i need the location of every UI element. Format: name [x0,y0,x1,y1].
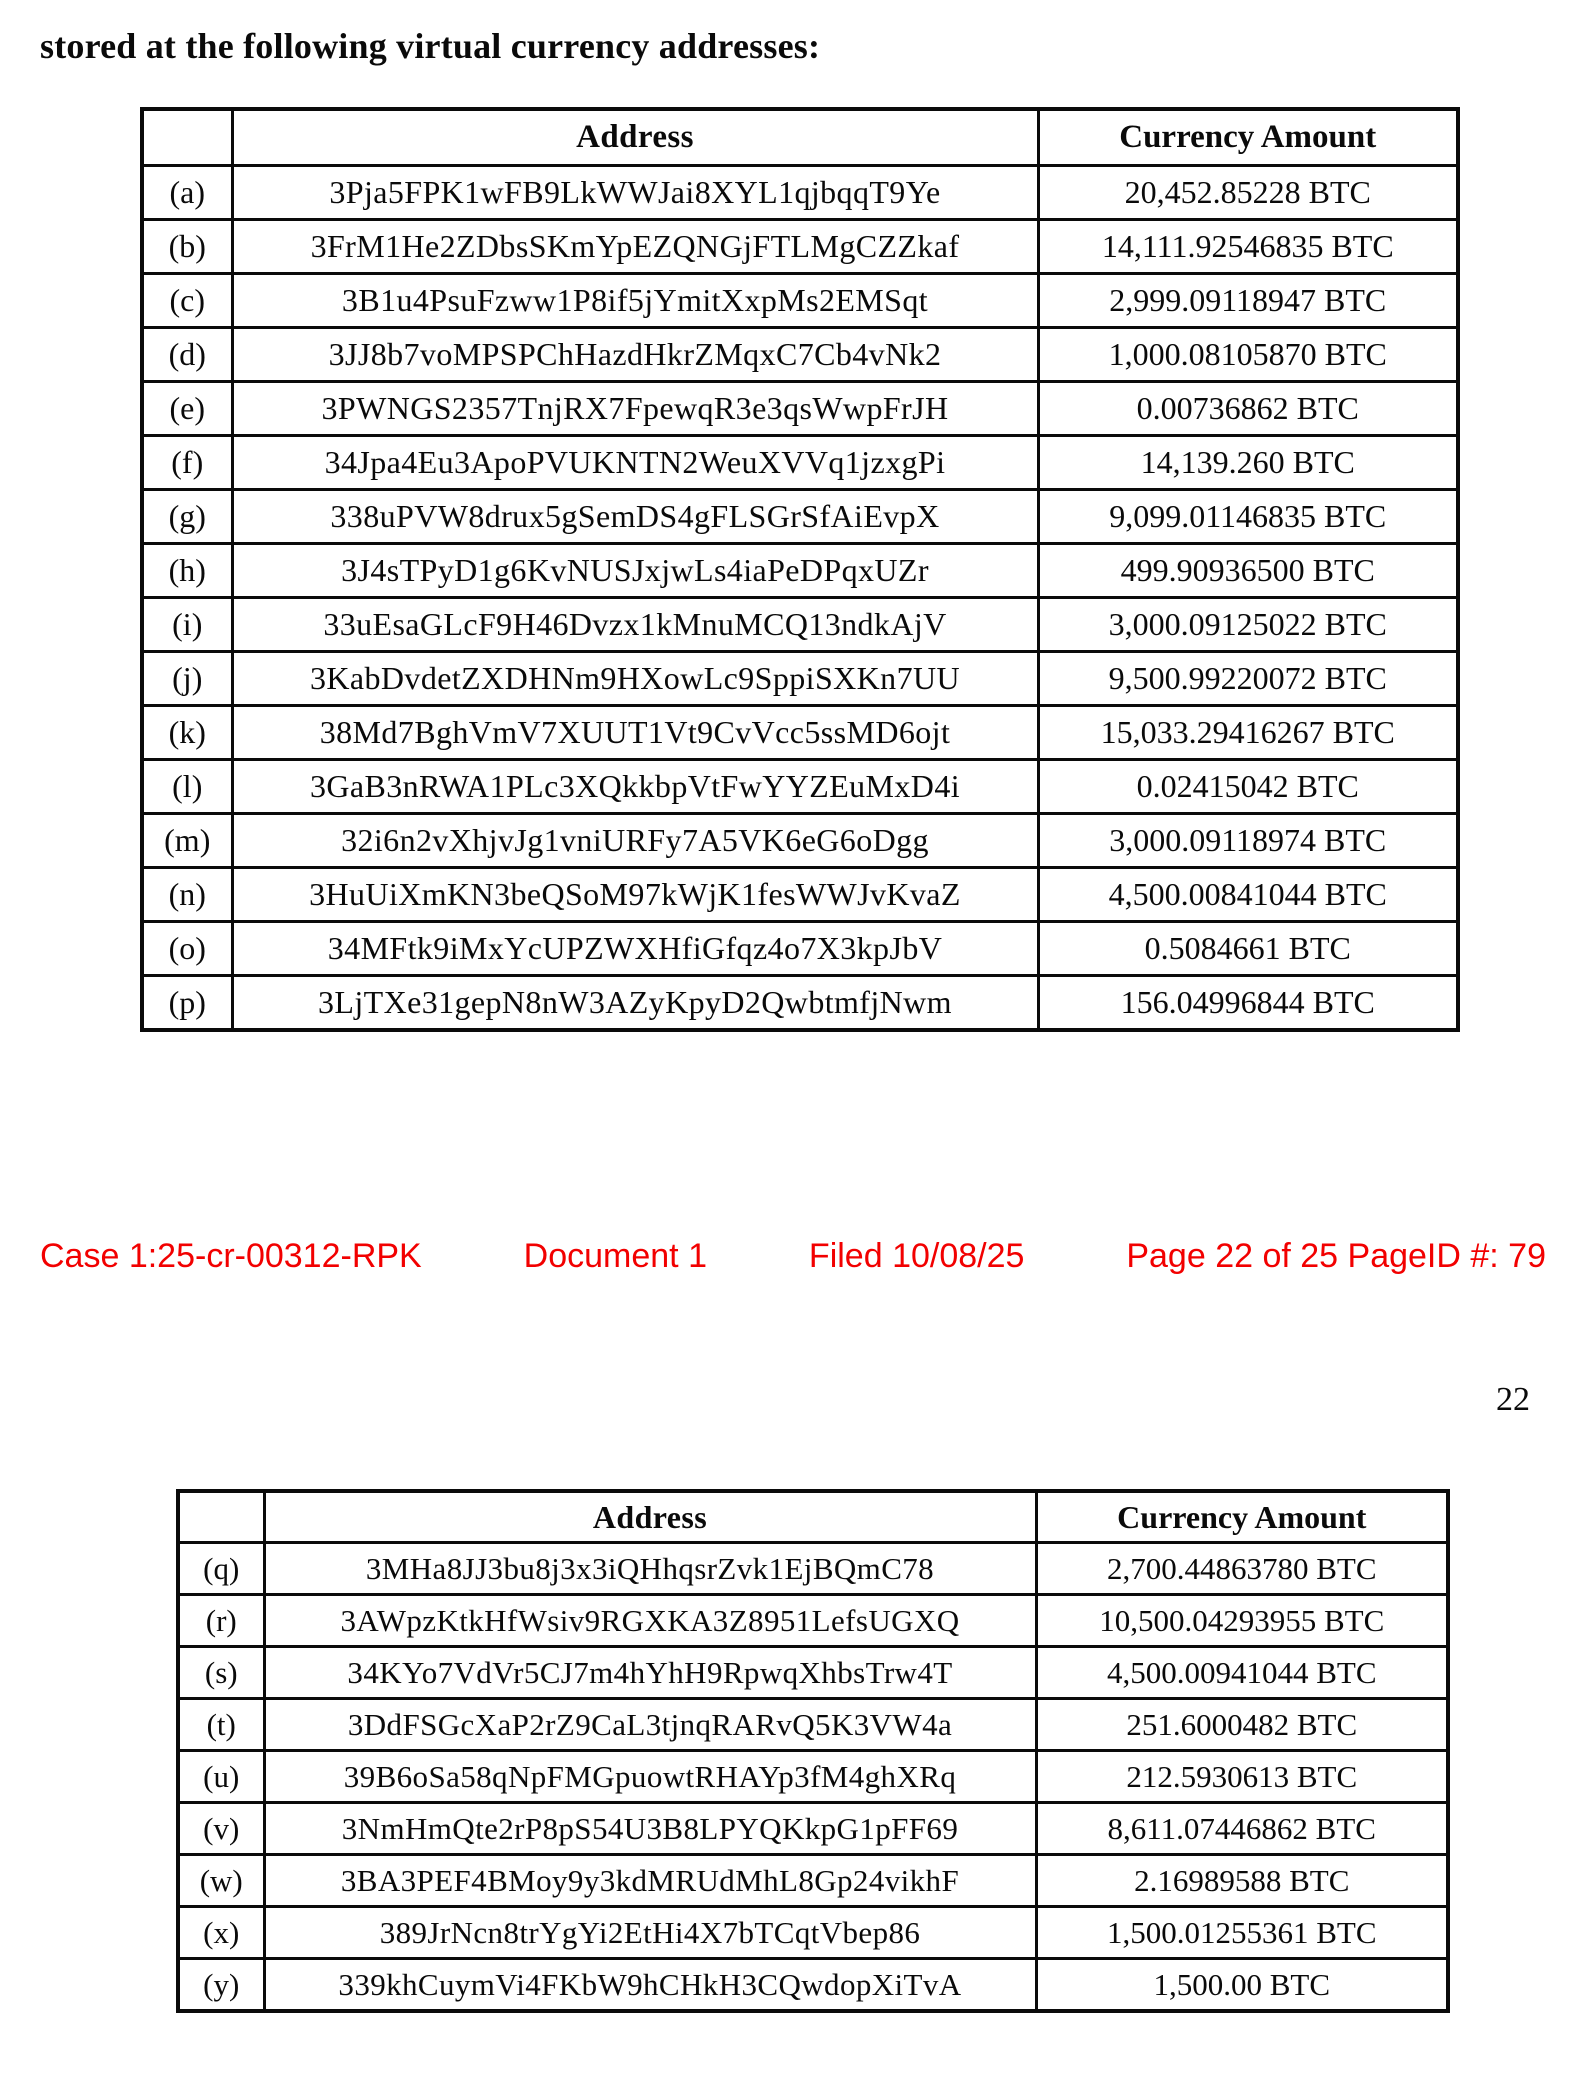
amount-cell: 2,999.09118947 BTC [1038,274,1458,328]
table-row [142,490,1458,544]
row-label-cell: (q) [178,1543,264,1595]
amount-cell: 9,500.99220072 BTC [1038,652,1458,706]
amount-cell: 8,611.07446862 BTC [1036,1803,1448,1855]
row-label-cell: (e) [142,382,232,436]
table-row [142,274,1458,328]
row-label-cell: (w) [178,1855,264,1907]
table-row [178,1907,1448,1959]
row-label-cell: (a) [142,166,232,220]
table-row [142,328,1458,382]
address-cell: 339khCuymVi4FKbW9hCHkH3CQwdopXiTvA [264,1959,1036,2012]
address-cell: 32i6n2vXhjvJg1vniURFy7A5VK6eG6oDgg [232,814,1038,868]
table-row [178,1543,1448,1595]
document-number: Document 1 [523,1237,707,1275]
row-label-cell: (v) [178,1803,264,1855]
row-label-cell: (c) [142,274,232,328]
address-cell: 3HuUiXmKN3beQSoM97kWjK1fesWWJvKvaZ [232,868,1038,922]
amount-cell: 0.00736862 BTC [1038,382,1458,436]
currency-amount-column-header: Currency Amount [1036,1491,1448,1543]
table-row [178,1803,1448,1855]
row-label-cell: (h) [142,544,232,598]
address-cell: 3MHa8JJ3bu8j3x3iQHhqsrZvk1EjBQmC78 [264,1543,1036,1595]
table-row [142,166,1458,220]
amount-cell: 0.02415042 BTC [1038,760,1458,814]
amount-cell: 14,111.92546835 BTC [1038,220,1458,274]
table-row [142,544,1458,598]
row-label-cell: (y) [178,1959,264,2012]
row-label-cell: (d) [142,328,232,382]
amount-cell: 15,033.29416267 BTC [1038,706,1458,760]
address-cell: 3NmHmQte2rP8pS54U3B8LPYQKkpG1pFF69 [264,1803,1036,1855]
row-label-cell: (j) [142,652,232,706]
address-column-header: Address [264,1491,1036,1543]
amount-cell: 3,000.09125022 BTC [1038,598,1458,652]
address-cell: 3KabDvdetZXDHNm9HXowLc9SppiSXKn7UU [232,652,1038,706]
row-label-cell: (g) [142,490,232,544]
address-cell: 3Pja5FPK1wFB9LkWWJai8XYL1qjbqqT9Ye [232,166,1038,220]
amount-cell: 2.16989588 BTC [1036,1855,1448,1907]
table-row [142,436,1458,490]
corner-cell [178,1491,264,1543]
row-label-cell: (l) [142,760,232,814]
table-row [142,922,1458,976]
amount-cell: 212.5930613 BTC [1036,1751,1448,1803]
address-column-header: Address [232,109,1038,166]
amount-cell: 1,500.00 BTC [1036,1959,1448,2012]
table-row [142,976,1458,1031]
row-label-cell: (i) [142,598,232,652]
row-label-cell: (u) [178,1751,264,1803]
currency-amount-column-header: Currency Amount [1038,109,1458,166]
btc-address-table-1 [140,107,1460,1032]
row-label-cell: (s) [178,1647,264,1699]
case-number: Case 1:25-cr-00312-RPK [40,1237,422,1275]
corner-cell [142,109,232,166]
address-cell: 3BA3PEF4BMoy9y3kdMRUdMhL8Gp24vikhF [264,1855,1036,1907]
amount-cell: 3,000.09118974 BTC [1038,814,1458,868]
amount-cell: 20,452.85228 BTC [1038,166,1458,220]
row-label-cell: (t) [178,1699,264,1751]
table-row [178,1595,1448,1647]
amount-cell: 1,500.01255361 BTC [1036,1907,1448,1959]
amount-cell: 4,500.00941044 BTC [1036,1647,1448,1699]
address-cell: 38Md7BghVmV7XUUT1Vt9CvVcc5ssMD6ojt [232,706,1038,760]
address-cell: 39B6oSa58qNpFMGpuowtRHAYp3fM4ghXRq [264,1751,1036,1803]
table-row [142,220,1458,274]
table-row [178,1699,1448,1751]
table-row [142,868,1458,922]
table-header-row [142,109,1458,166]
address-cell: 3B1u4PsuFzww1P8if5jYmitXxpMs2EMSqt [232,274,1038,328]
address-cell: 3PWNGS2357TnjRX7FpewqR3e3qsWwpFrJH [232,382,1038,436]
row-label-cell: (k) [142,706,232,760]
page-number: 22 [1496,1381,1530,1418]
amount-cell: 9,099.01146835 BTC [1038,490,1458,544]
amount-cell: 1,000.08105870 BTC [1038,328,1458,382]
table-row [178,1959,1448,2012]
row-label-cell: (p) [142,976,232,1031]
amount-cell: 2,700.44863780 BTC [1036,1543,1448,1595]
row-label-cell: (f) [142,436,232,490]
amount-cell: 0.5084661 BTC [1038,922,1458,976]
amount-cell: 156.04996844 BTC [1038,976,1458,1031]
intro-text: stored at the following virtual currency addresses: [40,26,821,66]
amount-cell: 10,500.04293955 BTC [1036,1595,1448,1647]
row-label-cell: (x) [178,1907,264,1959]
case-stamp [40,1237,1546,1276]
row-label-cell: (o) [142,922,232,976]
table-row [142,382,1458,436]
filed-date: Filed 10/08/25 [808,1237,1025,1275]
table-row [178,1751,1448,1803]
table-row [142,814,1458,868]
amount-cell: 499.90936500 BTC [1038,544,1458,598]
table-row [142,760,1458,814]
address-cell: 34Jpa4Eu3ApoPVUKNTN2WeuXVVq1jzxgPi [232,436,1038,490]
address-cell: 3AWpzKtkHfWsiv9RGXKA3Z8951LefsUGXQ [264,1595,1036,1647]
table-row [142,598,1458,652]
amount-cell: 251.6000482 BTC [1036,1699,1448,1751]
address-cell: 3DdFSGcXaP2rZ9CaL3tjnqRARvQ5K3VW4a [264,1699,1036,1751]
row-label-cell: (n) [142,868,232,922]
address-cell: 3J4sTPyD1g6KvNUSJxjwLs4iaPeDPqxUZr [232,544,1038,598]
table-row [178,1647,1448,1699]
table-row [178,1855,1448,1907]
row-label-cell: (b) [142,220,232,274]
address-cell: 3LjTXe31gepN8nW3AZyKpyD2QwbtmfjNwm [232,976,1038,1031]
address-cell: 34KYo7VdVr5CJ7m4hYhH9RpwqXhbsTrw4T [264,1647,1036,1699]
table-header-row [178,1491,1448,1543]
btc-address-table-2 [176,1489,1450,2013]
address-cell: 33uEsaGLcF9H46Dvzx1kMnuMCQ13ndkAjV [232,598,1038,652]
row-label-cell: (m) [142,814,232,868]
address-cell: 338uPVW8drux5gSemDS4gFLSGrSfAiEvpX [232,490,1038,544]
address-cell: 34MFtk9iMxYcUPZWXHfiGfqz4o7X3kpJbV [232,922,1038,976]
address-cell: 3GaB3nRWA1PLc3XQkkbpVtFwYYZEuMxD4i [232,760,1038,814]
row-label-cell: (r) [178,1595,264,1647]
table-row [142,652,1458,706]
address-cell: 3JJ8b7voMPSPChHazdHkrZMqxC7Cb4vNk2 [232,328,1038,382]
table-row [142,706,1458,760]
address-cell: 3FrM1He2ZDbsSKmYpEZQNGjFTLMgCZZkaf [232,220,1038,274]
address-cell: 389JrNcn8trYgYi2EtHi4X7bTCqtVbep86 [264,1907,1036,1959]
amount-cell: 4,500.00841044 BTC [1038,868,1458,922]
page-id: Page 22 of 25 PageID #: 79 [1126,1237,1546,1275]
amount-cell: 14,139.260 BTC [1038,436,1458,490]
